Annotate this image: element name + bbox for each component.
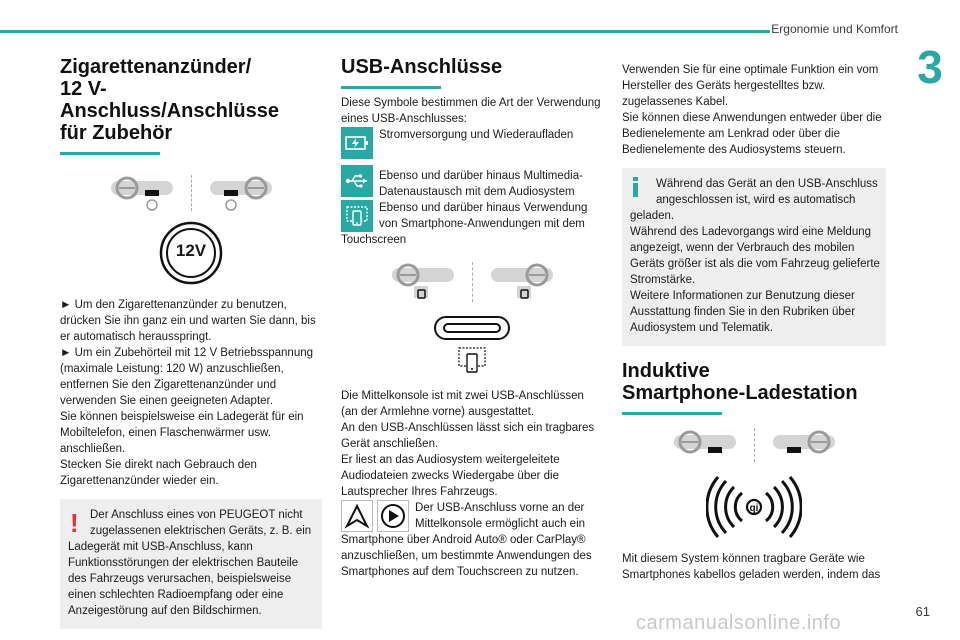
- steering-wheel-right-icon: [210, 173, 272, 213]
- info-text: Während das Gerät an den USB-Anschluss angeschlossen ist, wird es automatisch: [656, 178, 878, 206]
- title-line: für Zubehör: [60, 122, 173, 144]
- page-number: 61: [915, 604, 930, 619]
- paragraph: Mittelkonsole ermöglicht auch ein: [415, 518, 586, 530]
- symbol-description-continued: Touchscreen: [341, 234, 407, 246]
- usb-symbol-row: [341, 200, 603, 232]
- paragraph: Diese Symbole bestimmen die Art der Verwendung eines USB-Anschlusses:: [341, 97, 601, 125]
- info-text: Während des Ladevorgangs wird eine Meldung angezeigt, wenn der Verbrauch des mobilen Geräts größer ist als die vom Fahrzeug gelieferte Stromstärke.: [630, 226, 880, 286]
- title-underline: [341, 86, 441, 89]
- usb-symbol-row: [341, 127, 603, 159]
- title-line: Induktive: [622, 360, 710, 382]
- android-auto-icon: [341, 500, 373, 532]
- paragraph: An den USB-Anschlüssen lässt sich ein tragbares Gerät anschließen.: [341, 422, 595, 450]
- svg-text:qi: qi: [749, 503, 759, 514]
- usb-symbol-row: [341, 165, 603, 200]
- battery-charging-icon: [341, 127, 373, 159]
- paragraph: Verwenden Sie für eine optimale Funktion ein vom Hersteller des Geräts hergestelltes bzw. zugelassenes Kabel.: [622, 64, 879, 108]
- paragraph: Stecken Sie direkt nach Gebrauch den Zigarettenanzünder wieder ein.: [60, 459, 257, 487]
- title-underline: [60, 152, 160, 155]
- warning-text: Der Anschluss eines von PEUGEOT nicht zugelassenen elektrischen Geräts, z. B. ein: [90, 509, 312, 537]
- watermark: carmanualsonline.info: [636, 612, 842, 634]
- paragraph: ► Um ein Zubehörteil mit 12 V Betriebsspannung (maximale Leistung: 120 W) anzuschließen, entfernen Sie den Zigarettenanzünder und verwenden Sie einen geeigneten Adapter.: [60, 347, 314, 407]
- socket-12v-illustration: [60, 221, 322, 285]
- lighter-instructions: [60, 297, 322, 489]
- info-box: [622, 168, 886, 346]
- symbol-description: Ebenso und darüber hinaus Multimedia-Datenaustausch mit dem Audiosystem: [379, 170, 583, 198]
- header-rule: [0, 30, 770, 33]
- paragraph: Sie können diese Anwendungen entweder über die Bedienelemente am Lenkrad oder über die Bedienelemente des Audiosystems steuern.: [622, 112, 882, 156]
- section-title-usb: USB-Anschlüsse: [341, 56, 503, 78]
- smartphone-mirroring-icon: [341, 200, 373, 232]
- socket-12v-icon: [159, 221, 223, 285]
- column-wireless-charging: [622, 56, 886, 583]
- paragraph: ► Um den Zigarettenanzünder zu benutzen, drücken Sie ihn ganz ein und warten Sie dann, bis er automatisch herausspringt.: [60, 299, 316, 343]
- title-line: Zigarettenanzünder/: [60, 56, 252, 78]
- info-text: geladen.: [630, 210, 675, 222]
- usb-c-port-illustration: [341, 316, 603, 376]
- carplay-text-block: [413, 500, 585, 532]
- symbol-description: Ebenso und darüber hinaus Verwendung von Smartphone-Anwendungen mit dem: [379, 202, 588, 230]
- divider: [191, 175, 192, 211]
- steering-wheel-right-icon: [491, 260, 553, 304]
- chapter-number: 3: [917, 41, 943, 93]
- smartphone-mirroring-icon: [457, 346, 487, 376]
- steering-wheel-left-icon: [111, 173, 173, 213]
- steering-wheel-left-icon: [392, 260, 454, 304]
- symbol-description: Stromversorgung und Wiederaufladen: [379, 129, 574, 141]
- paragraph: Er liest an das Audiosystem weitergeleitete Audiodateien zwecks Wiedergabe über die Lautsprecher Ihres Fahrzeugs.: [341, 454, 560, 498]
- steering-wheel-right-icon: [773, 427, 835, 463]
- warning-box: [60, 499, 322, 629]
- usb-icon: [341, 165, 373, 197]
- column-usb: [341, 56, 603, 580]
- usb-c-port-icon: [434, 316, 510, 340]
- header-section-label: Ergonomie und Komfort: [771, 22, 898, 36]
- info-text: Weitere Informationen zur Benutzung dieser Ausstattung finden Sie in den Rubriken über Audiosystem und Telematik.: [630, 290, 856, 334]
- socket-label: 12V: [175, 241, 207, 260]
- section-title-cigarette-lighter: [60, 56, 322, 144]
- divider: [754, 428, 755, 462]
- usb-description: [341, 388, 603, 500]
- title-line: Smartphone-Ladestation: [622, 382, 858, 404]
- title-underline: [622, 412, 722, 415]
- paragraph: Der USB-Anschluss vorne an der: [415, 502, 585, 514]
- paragraph: Smartphone über Android Auto® oder CarPlay® anzuschließen, um bestimmte Anwendungen des Smartphones auf dem Touchscreen zu nutzen.: [341, 534, 592, 578]
- carplay-icon: [377, 500, 409, 532]
- carplay-row: [341, 500, 603, 532]
- warning-text: Ladegerät mit USB-Anschluss, kann Funktionsstörungen der elektrischen Bauteile des Fahrzeugs verursachen, beispielsweise einen schlechten Radioempfang oder eine Anzeigestörung auf den Bildschirmen.: [68, 541, 299, 617]
- wireless-charging-illustration: [622, 475, 886, 539]
- charger-location-illustration: [622, 427, 886, 463]
- usb-location-illustration: [341, 260, 603, 304]
- wireless-charging-icon: [706, 475, 802, 539]
- paragraph: Sie können beispielsweise ein Ladegerät für ein Mobiltelefon, einen Flaschenwärmer usw. anschließen.: [60, 411, 304, 455]
- title-line: 12 V-Anschluss/Anschlüsse: [60, 78, 279, 122]
- column-cigarette-lighter: [60, 56, 322, 629]
- paragraph: Die Mittelkonsole ist mit zwei USB-Anschlüssen (an der Armlehne vorne) ausgestattet.: [341, 390, 584, 418]
- paragraph: Mit diesem System können tragbare Geräte wie Smartphones kabellos geladen werden, indem das: [622, 553, 881, 581]
- location-illustration: [60, 173, 322, 213]
- steering-wheel-left-icon: [674, 427, 736, 463]
- info-icon: [629, 176, 643, 198]
- warning-icon: !: [70, 508, 79, 538]
- section-title-wireless-charging: [622, 360, 886, 404]
- divider: [472, 262, 473, 302]
